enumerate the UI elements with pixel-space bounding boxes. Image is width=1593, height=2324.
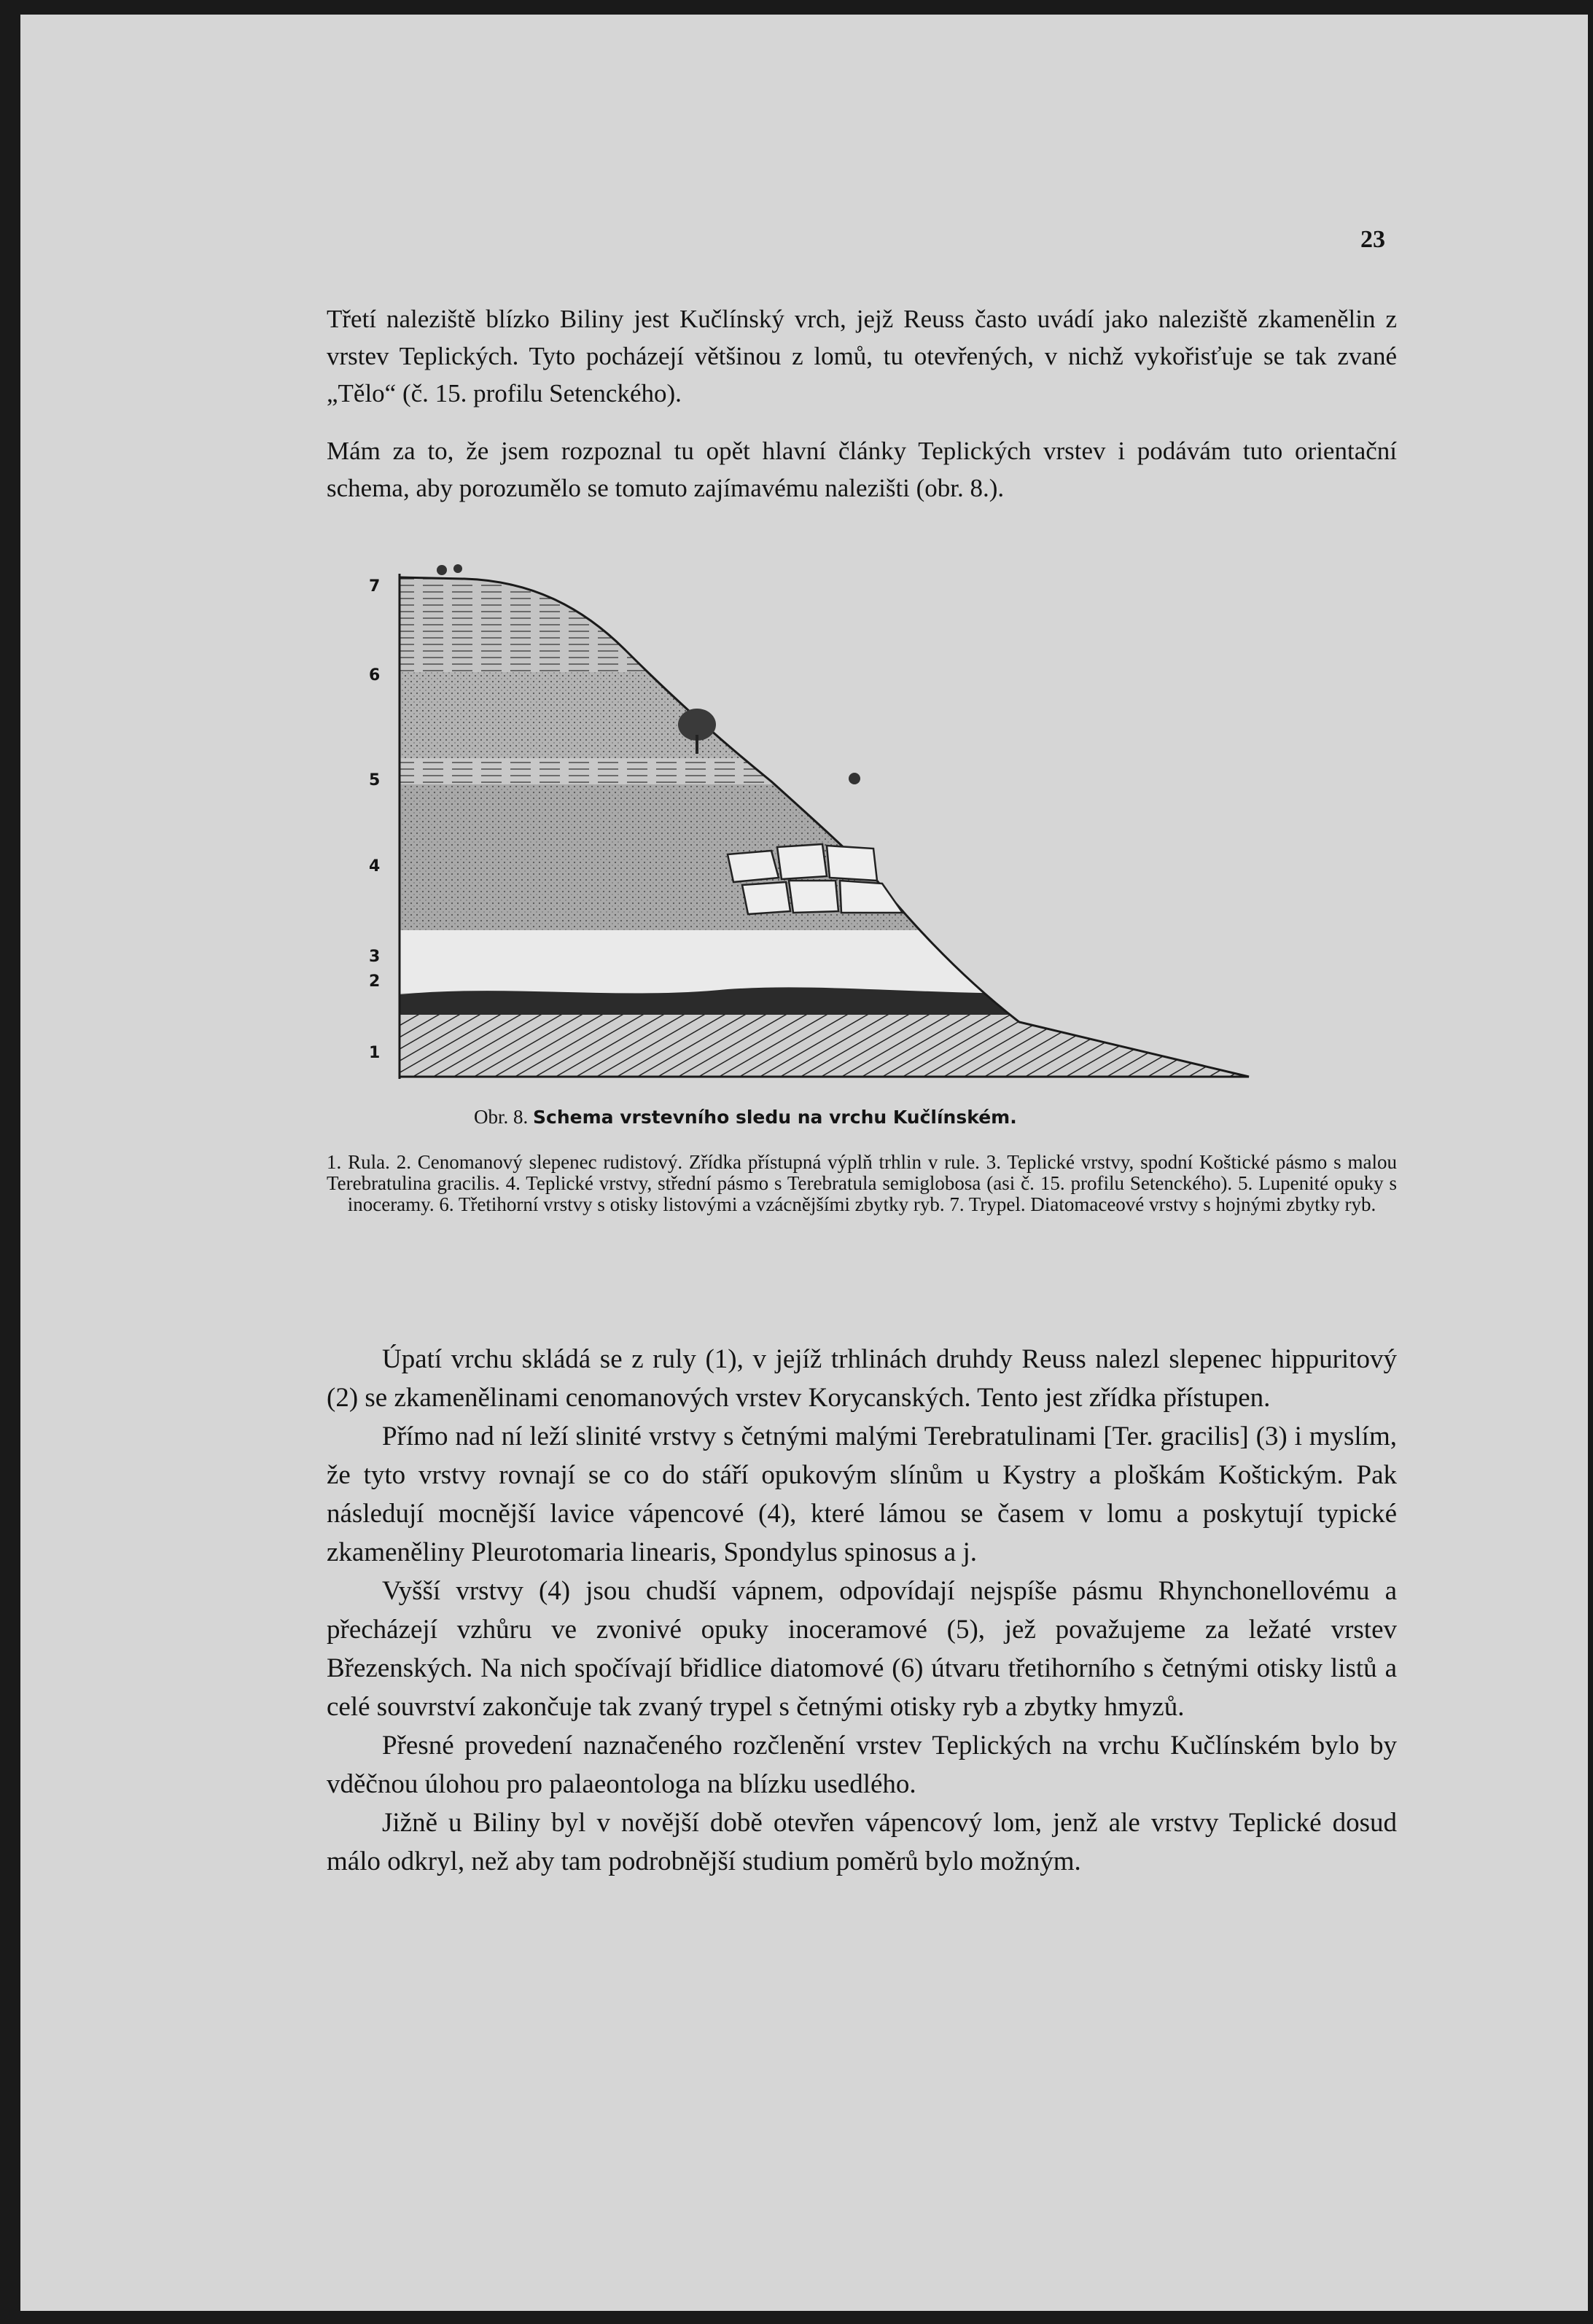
layer-label-1: 1 [369,1044,381,1062]
cross-section-drawing [363,563,1263,1080]
layer-label-4: 4 [369,857,381,876]
body-text [327,1340,1397,1881]
figure-caption [474,1106,1017,1128]
figure-stratigraphic-section [363,563,1263,1080]
figure-caption-prefix: Obr. 8. [474,1106,529,1128]
body-paragraph-5: Jižně u Biliny byl v novější době otevřen vápencový lom, jenž ale vrstvy Teplické dosud málo odkryl, než aby tam podrobnější studium poměrů bylo možným. [327,1808,1397,1876]
layer-label-5: 5 [369,771,381,789]
body-paragraph-3: Vyšší vrstvy (4) jsou chudší vápnem, odpovídají nejspíše pásmu Rhynchonellovému a přecházejí vzhůru ve zvonivé opuky inoceramové (5), jež považujeme za ležaté vrstev Březenských. Na nich spočívají břidlice diatomové (6) útvaru třetihorního s četnými otisky listů a celé souvrství zakončuje tak zvaný trypel s četnými otisky ryb a zbytky hmyzů. [327,1576,1397,1722]
page-number: 23 [1360,226,1385,253]
layer-label-6: 6 [369,666,381,685]
layer-label-3: 3 [369,948,381,966]
figure-legend: 1. Rula. 2. Cenomanový slepenec rudistový. Zřídka přístupná výplň trhlin v rule. 3. Teplické vrstvy, spodní Koštické pásmo s malou Terebratulina gracilis. 4. Teplické vrstvy, střední pásmo s Terebratula semiglobosa (asi č. 15. profilu Setenckého). 5. Lupenité opuky s inoceramy. 6. Třetihorní vrstvy s otisky listovými a vzácnějšími zbytky ryb. 7. Trypel. Diatomaceové vrstvy s hojnými zbytky ryb. [327,1151,1397,1215]
body-paragraph-4: Přesné provedení naznačeného rozčlenění vrstev Teplických na vrchu Kučlínském bylo by vděčnou úlohou pro palaeontologa na blízku usedlého. [327,1731,1397,1799]
page [20,15,1588,2311]
intro-paragraph-2: Mám za to, že jsem rozpoznal tu opět hlavní články Teplických vrstev i podávám tuto orientační schema, aby porozumělo se tomuto zajímavému nalezišti (obr. 8.). [327,437,1397,502]
layer-label-2: 2 [369,972,381,991]
figure-caption-title: Schema vrstevního sledu na vrchu Kučlínském. [533,1107,1017,1128]
body-paragraph-2: Přímo nad ní leží slinité vrstvy s četnými malými Terebratulinami [Ter. gracilis] (3) i myslím, že tyto vrstvy rovnají se co do stáří opukovým slínům u Kystry a ploškám Koštickým. Pak následují mocnější lavice vápencové (4), které lámou se časem v lomu a poskytují typické zkameněliny Pleurotomaria linearis, Spondylus spinosus a j. [327,1422,1397,1567]
body-paragraph-1: Úpatí vrchu skládá se z ruly (1), v jejíž trhlinách druhdy Reuss nalezl slepenec hippuritový (2) se zkamenělinami cenomanových vrstev Korycanských. Tento jest zřídka přístupen. [327,1344,1397,1413]
layer-label-7: 7 [369,577,381,596]
intro-paragraph-1: Třetí naleziště blízko Biliny jest Kučlínský vrch, jejž Reuss často uvádí jako naleziště zkamenělin z vrstev Teplických. Tyto pocházejí většinou z lomů, tu otevřených, v nichž vykořisťuje se tak zvané „Tělo“ (č. 15. profilu Setenckého). [327,305,1397,408]
